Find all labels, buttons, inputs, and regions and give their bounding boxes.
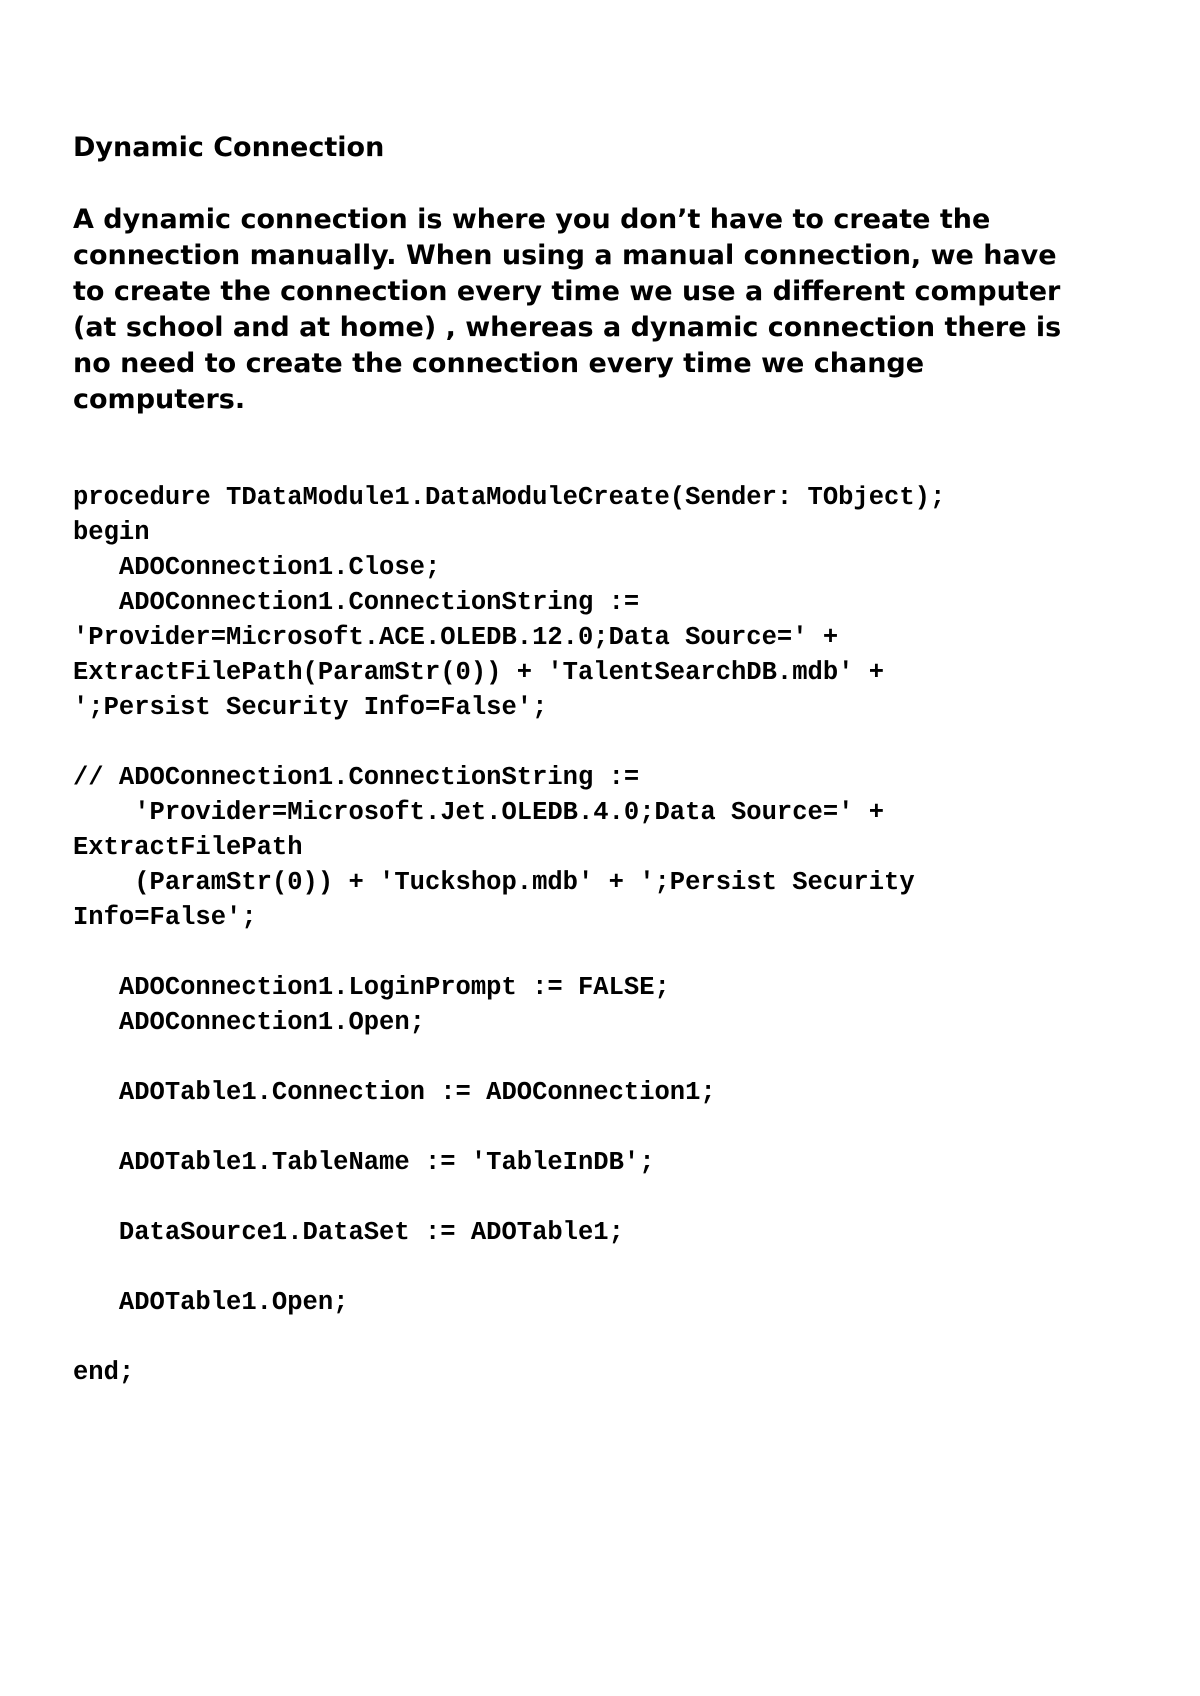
code-block bbox=[73, 480, 1133, 1390]
intro-line: A dynamic connection is where you don’t have to create the bbox=[73, 204, 991, 235]
intro-line: connection manually. When using a manual connection, we have bbox=[73, 240, 1057, 271]
intro-line: (at school and at home) , whereas a dynamic connection there is bbox=[73, 312, 1062, 343]
code-line: ADOTable1.TableName := 'TableInDB'; bbox=[73, 1148, 655, 1177]
code-line: 'Provider=Microsoft.Jet.OLEDB.4.0;Data Source=' + bbox=[73, 798, 885, 827]
code-line bbox=[73, 1180, 1133, 1215]
code-line: (ParamStr(0)) + 'Tuckshop.mdb' + ';Persist Security bbox=[73, 868, 915, 897]
intro-line: no need to create the connection every time we change bbox=[73, 348, 925, 379]
code-line bbox=[73, 725, 1133, 760]
code-line: ';Persist Security Info=False'; bbox=[73, 693, 548, 722]
intro-line: to create the connection every time we use a different computer bbox=[73, 276, 1061, 307]
code-line: ADOTable1.Open; bbox=[73, 1288, 349, 1317]
code-line bbox=[73, 1040, 1133, 1075]
code-line bbox=[73, 1320, 1133, 1355]
code-line bbox=[73, 1250, 1133, 1285]
code-line: DataSource1.DataSet := ADOTable1; bbox=[73, 1218, 624, 1247]
code-line bbox=[73, 1110, 1133, 1145]
code-line: ExtractFilePath(ParamStr(0)) + 'TalentSearchDB.mdb' + bbox=[73, 658, 885, 687]
code-line bbox=[73, 935, 1133, 970]
code-line: end; bbox=[73, 1358, 135, 1387]
code-line: 'Provider=Microsoft.ACE.OLEDB.12.0;Data Source=' + bbox=[73, 623, 839, 652]
document-page bbox=[73, 130, 1133, 1390]
code-line: procedure TDataModule1.DataModuleCreate(Sender: TObject); bbox=[73, 483, 946, 512]
code-line: ADOTable1.Connection := ADOConnection1; bbox=[73, 1078, 716, 1107]
code-line: Info=False'; bbox=[73, 903, 257, 932]
code-line: ADOConnection1.ConnectionString := bbox=[73, 588, 640, 617]
code-line: ExtractFilePath bbox=[73, 833, 303, 862]
code-line: begin bbox=[73, 518, 150, 547]
intro-paragraph bbox=[73, 202, 1133, 418]
page-title: Dynamic Connection bbox=[73, 132, 385, 163]
code-line: ADOConnection1.Open; bbox=[73, 1008, 425, 1037]
code-line: ADOConnection1.LoginPrompt := FALSE; bbox=[73, 973, 670, 1002]
code-line: // ADOConnection1.ConnectionString := bbox=[73, 763, 640, 792]
code-line: ADOConnection1.Close; bbox=[73, 553, 441, 582]
intro-line: computers. bbox=[73, 384, 246, 415]
